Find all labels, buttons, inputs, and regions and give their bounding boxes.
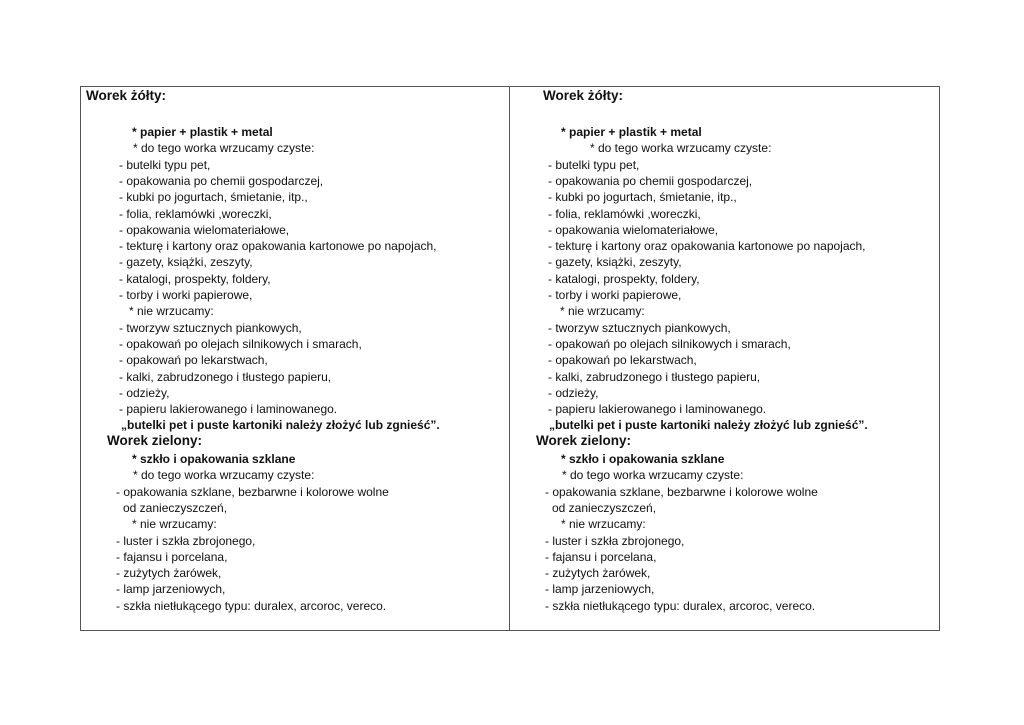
allowed-item: - kubki po jogurtach, śmietanie, itp., [548, 190, 737, 205]
yellow-bag-note: „butelki pet i puste kartoniki należy złożyć lub zgnieść”. [121, 418, 440, 433]
green-bag-category: * szkło i opakowania szklane [132, 452, 296, 466]
allowed-item: - torby i worki papierowe, [548, 288, 682, 302]
green-not-allowed-item: - fajansu i porcelana, [545, 549, 657, 564]
not-allowed-header: * nie wrzucamy: [129, 304, 214, 319]
yellow-bag-category: * papier + plastik + metal [561, 125, 702, 139]
allowed-item: - butelki typu pet, [119, 157, 211, 172]
right-column [510, 87, 939, 630]
allowed-item: - tekturę i kartony oraz opakowania kartonowe po napojach, [548, 239, 866, 254]
green-not-allowed-item: - szkła nietłukącego typu: duralex, arcoroc, vereco. [116, 598, 387, 613]
allowed-item: - torby i worki papierowe, [119, 288, 253, 302]
not-allowed-item: - papieru lakierowanego i laminowanego. [548, 402, 767, 417]
green-not-allowed-item: - luster i szkła zbrojonego, [545, 533, 685, 548]
allowed-item: - gazety, książki, zeszyty, [548, 255, 682, 270]
green-not-allowed-header: * nie wrzucamy: [561, 517, 646, 532]
green-allowed-header: * do tego worka wrzucamy czyste: [562, 468, 744, 483]
green-allowed-item: od zanieczyszczeń, [123, 500, 228, 515]
green-not-allowed-item: - zużytych żarówek, [116, 566, 222, 581]
allowed-item: - opakowania wielomateriałowe, [119, 222, 290, 237]
green-allowed-header: * do tego worka wrzucamy czyste: [133, 468, 315, 483]
allowed-item: - katalogi, prospekty, foldery, [119, 271, 271, 286]
allowed-header: * do tego worka wrzucamy czyste: [133, 141, 315, 156]
not-allowed-item: - opakowań po olejach silnikowych i smarach, [548, 336, 791, 351]
not-allowed-item: - opakowań po olejach silnikowych i smarach, [119, 336, 362, 351]
yellow-bag-title: Worek żółty: [543, 88, 624, 103]
green-allowed-item: od zanieczyszczeń, [552, 500, 657, 515]
green-not-allowed-header: * nie wrzucamy: [132, 517, 217, 532]
not-allowed-item: - tworzyw sztucznych piankowych, [119, 320, 302, 335]
not-allowed-item: - kalki, zabrudzonego i tłustego papieru, [119, 369, 332, 384]
green-allowed-item: - opakowania szklane, bezbarwne i kolorowe wolne [116, 484, 389, 499]
allowed-item: - tekturę i kartony oraz opakowania kartonowe po napojach, [119, 239, 437, 254]
green-not-allowed-item: - lamp jarzeniowych, [116, 582, 226, 597]
green-not-allowed-item: - lamp jarzeniowych, [545, 582, 655, 597]
allowed-item: - katalogi, prospekty, foldery, [548, 271, 700, 286]
allowed-item: - opakowania wielomateriałowe, [548, 222, 719, 237]
allowed-item: - butelki typu pet, [548, 157, 640, 172]
left-column [81, 87, 510, 630]
instruction-table [80, 86, 940, 631]
green-bag-title: Worek zielony: [536, 432, 632, 448]
allowed-item: - opakowania po chemii gospodarczej, [548, 173, 753, 188]
not-allowed-item: - opakowań po lekarstwach, [119, 353, 268, 368]
green-not-allowed-item: - luster i szkła zbrojonego, [116, 533, 256, 548]
yellow-bag-title: Worek żółty: [86, 88, 167, 103]
not-allowed-item: - odzieży, [548, 385, 599, 400]
yellow-bag-note: „butelki pet i puste kartoniki należy złożyć lub zgnieść”. [549, 418, 868, 433]
green-not-allowed-item: - szkła nietłukącego typu: duralex, arcoroc, vereco. [545, 598, 816, 613]
not-allowed-header: * nie wrzucamy: [560, 304, 645, 319]
not-allowed-item: - tworzyw sztucznych piankowych, [548, 320, 731, 335]
green-bag-category: * szkło i opakowania szklane [561, 452, 725, 466]
allowed-item: - kubki po jogurtach, śmietanie, itp., [119, 190, 308, 205]
green-not-allowed-item: - zużytych żarówek, [545, 566, 651, 581]
allowed-item: - folia, reklamówki ,woreczki, [548, 206, 701, 221]
not-allowed-item: - papieru lakierowanego i laminowanego. [119, 402, 338, 417]
green-not-allowed-item: - fajansu i porcelana, [116, 549, 228, 564]
not-allowed-item: - kalki, zabrudzonego i tłustego papieru, [548, 369, 761, 384]
allowed-item: - folia, reklamówki ,woreczki, [119, 206, 272, 221]
yellow-bag-category: * papier + plastik + metal [132, 125, 273, 139]
allowed-item: - gazety, książki, zeszyty, [119, 255, 253, 270]
green-allowed-item: - opakowania szklane, bezbarwne i kolorowe wolne [545, 484, 818, 499]
allowed-header: * do tego worka wrzucamy czyste: [590, 141, 772, 156]
allowed-item: - opakowania po chemii gospodarczej, [119, 173, 324, 188]
not-allowed-item: - odzieży, [119, 385, 170, 400]
not-allowed-item: - opakowań po lekarstwach, [548, 353, 697, 368]
green-bag-title: Worek zielony: [107, 432, 203, 448]
